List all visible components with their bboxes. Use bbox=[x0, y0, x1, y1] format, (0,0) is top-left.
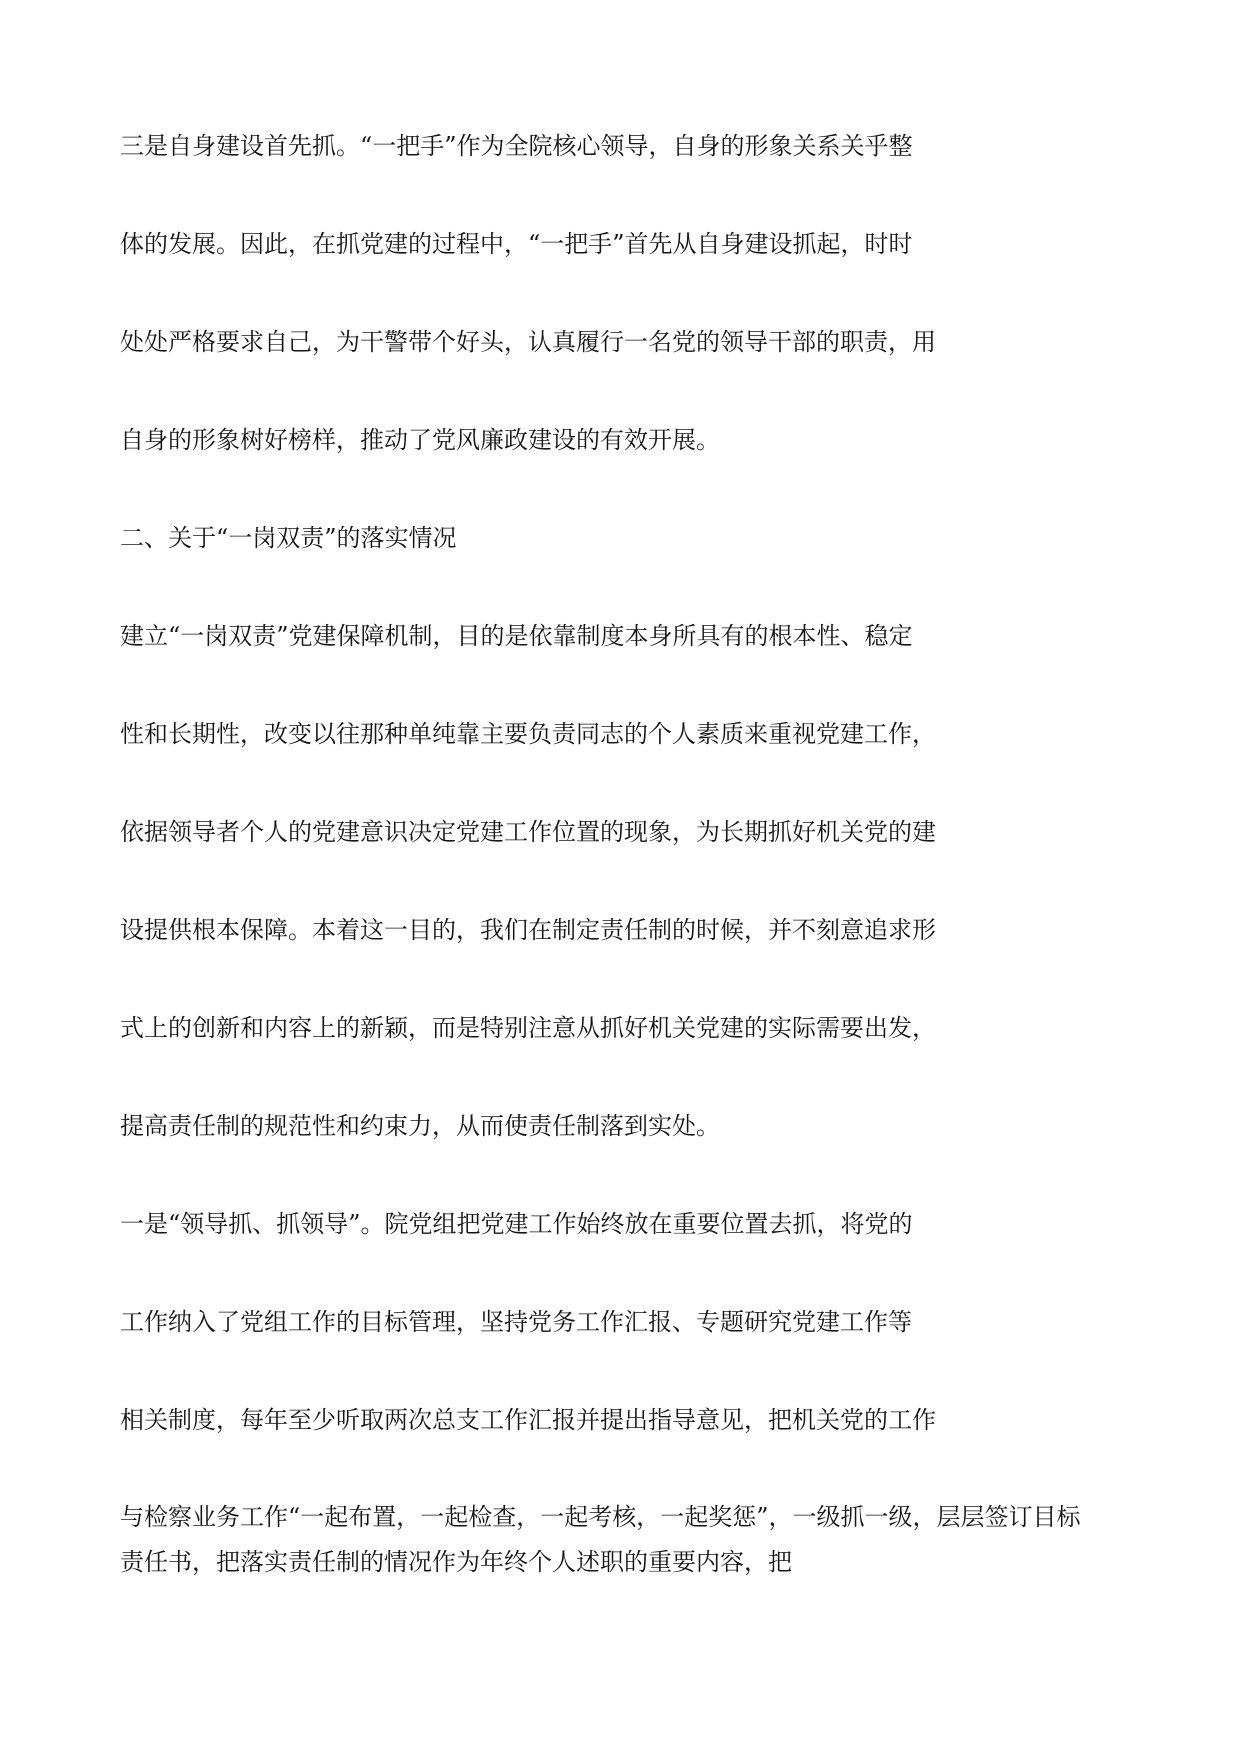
text-line: 式上的创新和内容上的新颖，而是特别注意从抓好机关党建的实际需要出发， bbox=[120, 1014, 936, 1042]
section-heading: 二、关于“一岗双责”的落实情况 bbox=[120, 524, 457, 552]
wrapped-text-block bbox=[120, 1495, 1240, 1585]
text-line: 处处严格要求自己，为干警带个好头，认真履行一名党的领导干部的职责，用 bbox=[120, 328, 936, 356]
paragraph-leadership bbox=[120, 1175, 1240, 1585]
text-line: 自身的形象树好榜样，推动了党风廉政建设的有效开展。 bbox=[120, 426, 720, 454]
text-line: 体的发展。因此，在抓党建的过程中，“一把手”首先从自身建设抓起，时时 bbox=[120, 230, 913, 258]
text-line: 相关制度，每年至少听取两次总支工作汇报并提出指导意见，把机关党的工作 bbox=[120, 1406, 936, 1434]
text-line: 一是“领导抓、抓领导”。院党组把党建工作始终放在重要位置去抓，将党的 bbox=[120, 1210, 913, 1238]
text-line: 与检察业务工作“一起布置，一起检查，一起考核，一起奖惩”，一级抓一级，层层签订目标 bbox=[120, 1503, 1081, 1531]
text-line: 设提供根本保障。本着这一目的，我们在制定责任制的时候，并不刻意追求形 bbox=[120, 916, 936, 944]
text-line: 建立“一岗双责”党建保障机制，目的是依靠制度本身所具有的根本性、稳定 bbox=[120, 622, 913, 650]
paragraph-responsibility-mechanism bbox=[120, 587, 1240, 1175]
text-line: 提高责任制的规范性和约束力，从而使责任制落到实处。 bbox=[120, 1112, 720, 1140]
text-line: 三是自身建设首先抓。“一把手”作为全院核心领导，自身的形象关系关乎整 bbox=[120, 132, 913, 160]
text-line: 责任书，把落实责任制的情况作为年终个人述职的重要内容，把 bbox=[120, 1548, 792, 1576]
paragraph-self-building bbox=[120, 97, 1240, 489]
text-line: 依据领导者个人的党建意识决定党建工作位置的现象，为长期抓好机关党的建 bbox=[120, 818, 936, 846]
text-line: 工作纳入了党组工作的目标管理，坚持党务工作汇报、专题研究党建工作等 bbox=[120, 1308, 912, 1336]
text-line: 性和长期性，改变以往那种单纯靠主要负责同志的个人素质来重视党建工作， bbox=[120, 720, 936, 748]
